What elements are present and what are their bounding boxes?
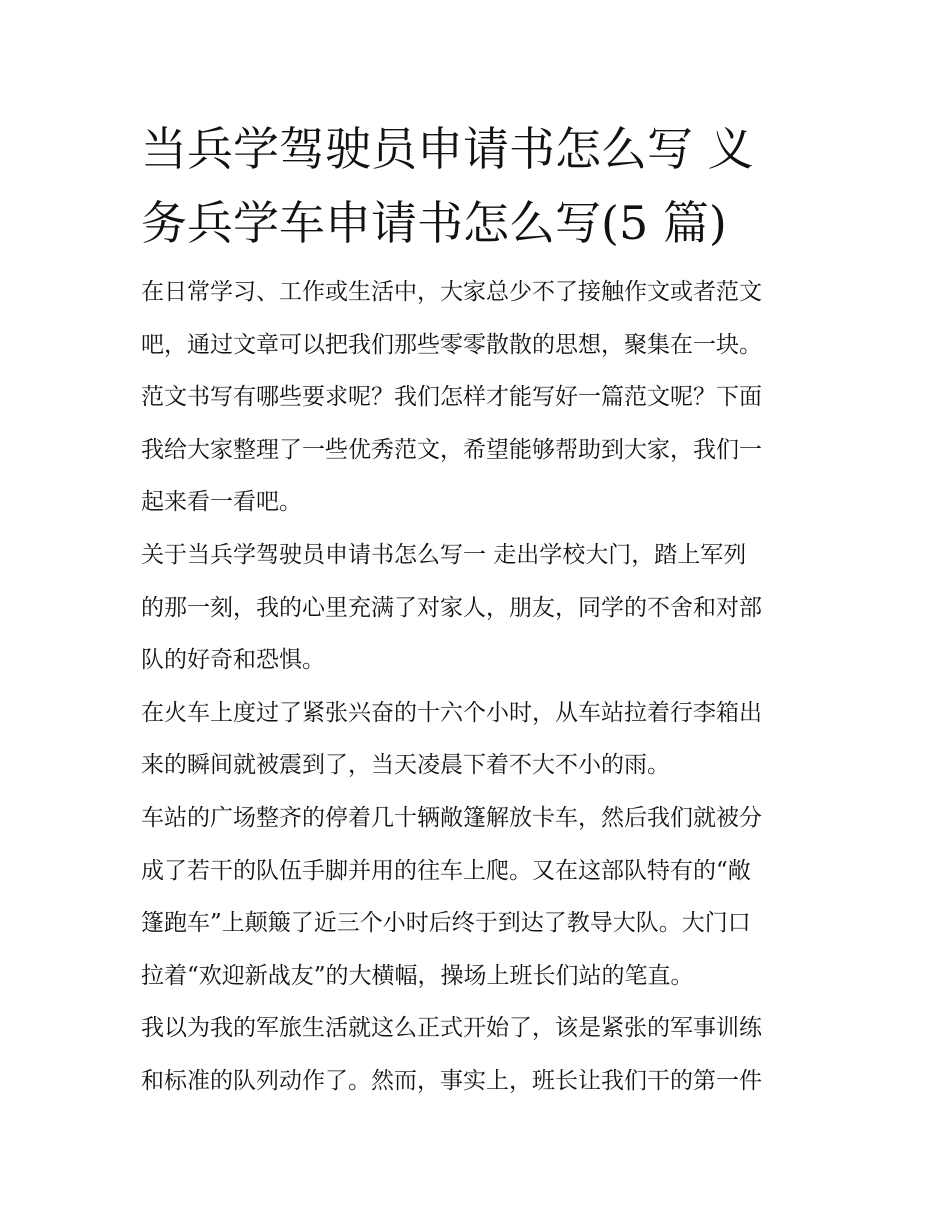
paragraph-line: 吧，通过文章可以把我们那些零零散散的思想，聚集在一块。 — [141, 331, 762, 358]
paragraph-line: 关于当兵学驾驶员申请书怎么写一 走出学校大门，踏上军列 — [141, 541, 747, 568]
paragraph-line: 起来看一看吧。 — [141, 489, 302, 516]
paragraph-line: 成了若干的队伍手脚并用的往车上爬。又在这部队特有的“敞 — [141, 857, 751, 884]
paragraph-line: 队的好奇和恐惧。 — [141, 647, 325, 674]
paragraph-line: 来的瞬间就被震到了，当天凌晨下着不大不小的雨。 — [141, 752, 670, 779]
paragraph-line: 在火车上度过了紧张兴奋的十六个小时，从车站拉着行李箱出 — [141, 699, 762, 726]
paragraph-intro — [141, 266, 813, 529]
title-line: 务兵学车申请书怎么写(5 篇) — [141, 196, 727, 250]
paragraph-line: 的那一刻，我的心里充满了对家人，朋友，同学的不舍和对部 — [141, 594, 762, 621]
paragraph-line: 我给大家整理了一些优秀范文，希望能够帮助到大家，我们一 — [141, 436, 762, 463]
paragraph-military-life — [141, 1002, 813, 1107]
paragraph-first-essay-start — [141, 529, 813, 687]
paragraph-line: 范文书写有哪些要求呢？我们怎样才能写好一篇范文呢？下面 — [141, 384, 762, 411]
title-line: 当兵学驾驶员申请书怎么写 义 — [141, 122, 754, 176]
paragraph-line: 和标准的队列动作了。然而，事实上，班长让我们干的第一件 — [141, 1067, 762, 1094]
paragraph-line: 篷跑车”上颠簸了近三个小时后终于到达了教导大队。大门口 — [141, 910, 751, 937]
document-title — [141, 112, 813, 260]
paragraph-line: 车站的广场整齐的停着几十辆敞篷解放卡车，然后我们就被分 — [141, 804, 762, 831]
paragraph-line: 我以为我的军旅生活就这么正式开始了，该是紧张的军事训练 — [141, 1015, 762, 1042]
paragraph-line: 拉着“欢迎新战友”的大横幅，操场上班长们站的笔直。 — [141, 962, 694, 989]
paragraph-station-square — [141, 792, 813, 1002]
document-content — [141, 112, 813, 1108]
paragraph-line: 在日常学习、工作或生活中，大家总少不了接触作文或者范文 — [141, 279, 762, 305]
paragraph-train-ride — [141, 687, 813, 792]
